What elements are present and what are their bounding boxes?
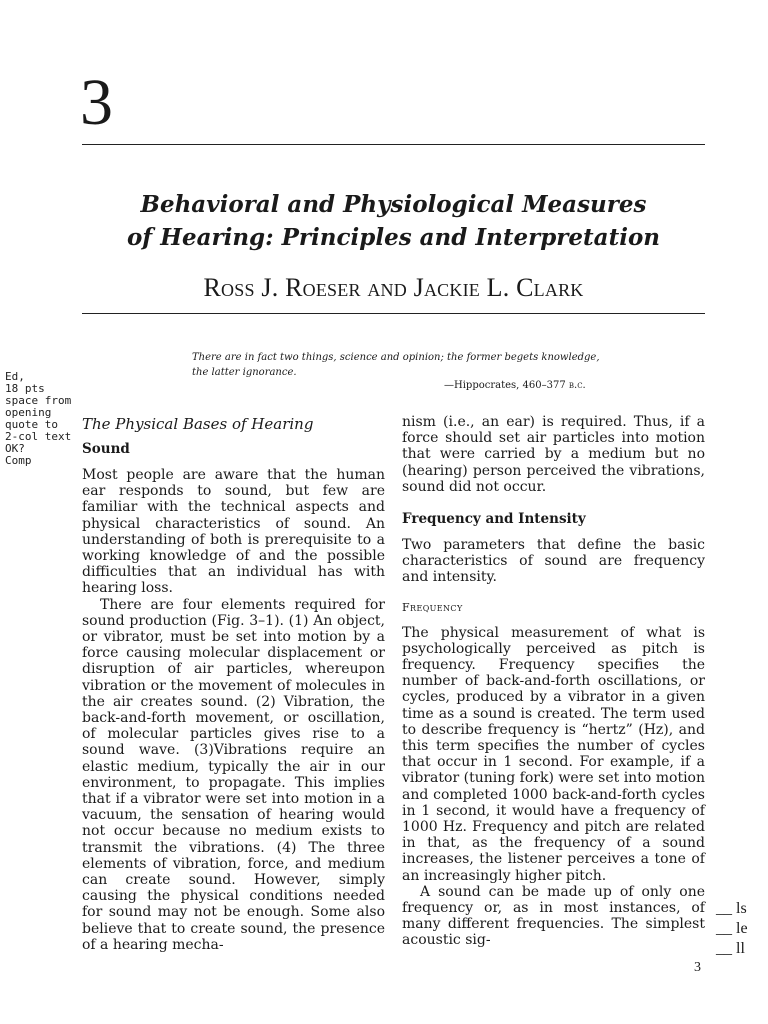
- section-heading: The Physical Bases of Hearing: [82, 415, 314, 433]
- edge-mark: __ le: [716, 920, 748, 937]
- chapter-top-rule: [82, 144, 705, 145]
- left-column: [82, 414, 385, 953]
- body-paragraph: Two parameters that define the basic characteristics of sound are frequency and intensity.: [402, 537, 705, 586]
- margin-note-line: 2-col text: [5, 430, 72, 443]
- chapter-title: [82, 188, 705, 254]
- epigraph-attribution-era: b.c.: [568, 380, 586, 391]
- body-paragraph: The physical measurement of what is psychologically perceived as pitch is frequency. Frequency specifies the number of back-and-forth oscillations, or cycles, produced by a vibrator in a given time as a sound is created. The term used to describe frequency is “hertz” (Hz), and this term specifies the number of cycles that occur in 1 second. For example, if a vibrator (tuning fork) were set into motion and completed 1000 back-and-forth cycles in 1 second, it would have a frequency of 1000 Hz. Frequency and pitch are related in that, as the frequency of a sound increases, the listener perceives a tone of an increasingly higher pitch.: [402, 624, 705, 884]
- body-paragraph: Most people are aware that the human ear responds to sound, but few are familiar with the technical aspects and physical characteristics of sound. An understanding of both is prerequisite to a working knowledge of and the possible difficulties that an individual has with hearing loss.: [82, 467, 385, 597]
- author-rule: [82, 313, 705, 314]
- edge-mark: __ ll: [716, 940, 745, 957]
- editor-margin-note: [5, 371, 75, 467]
- margin-note-line: opening: [5, 406, 52, 419]
- body-paragraph: There are four elements required for sound production (Fig. 3–1). (1) An object, or vibrator, must be set into motion by a force causing molecular displacement or disruption of air particles, whereupon vibration or the movement of molecules in the air creates sound. (2) Vibration, the back-and-forth movement, or oscillation, of molecular particles gives rise to a sound wave. (3)Vibrations require an elastic medium, typically the air in our environment, to propagate. This implies that if a vibrator were set into motion in a vacuum, the sensation of hearing would not occur because no medium exists to transmit the vibrations. (4) The three elements of vibration, force, and medium can create sound. However, simply causing the physical conditions needed for sound may not be enough. Some also believe that to create sound, the presence of a hearing mecha-: [82, 596, 385, 953]
- body-paragraph: nism (i.e., an ear) is required. Thus, if a force should set air particles into motion that were carried by a medium but no (hearing) person perceived the vibrations, sound did not occur.: [402, 414, 705, 495]
- subheading-frequency: Frequency: [402, 600, 463, 614]
- subheading-frequency-intensity: Frequency and Intensity: [402, 511, 586, 528]
- chapter-title-line-2: of Hearing: Principles and Interpretation: [126, 224, 661, 251]
- margin-note-line: 18 pts: [5, 382, 45, 395]
- margin-note-line: Comp: [5, 454, 32, 467]
- margin-note-line: OK?: [5, 442, 25, 455]
- page-number: 3: [694, 960, 701, 975]
- epigraph-quote: There are in fact two things, science and opinion; the former begets knowledge, the latter ignorance.: [192, 352, 600, 378]
- epigraph-attribution: [444, 378, 586, 393]
- chapter-number: 3: [80, 66, 113, 139]
- margin-note-line: quote to: [5, 418, 58, 431]
- margin-note-line: Ed,: [5, 370, 25, 383]
- proof-edge-marks: [716, 899, 748, 959]
- chapter-title-line-1: Behavioral and Physiological Measures: [140, 191, 647, 218]
- margin-note-line: space from: [5, 394, 72, 407]
- chapter-authors: Ross J. Roeser and Jackie L. Clark: [203, 273, 584, 302]
- epigraph-attribution-author: —Hippocrates, 460–377: [444, 380, 569, 391]
- right-column: [402, 414, 705, 949]
- edge-mark: __ ls: [716, 900, 747, 917]
- body-paragraph: A sound can be made up of only one frequency or, as in most instances, of many different frequencies. The simplest acoustic sig-: [402, 883, 705, 949]
- subheading-sound: Sound: [82, 441, 130, 457]
